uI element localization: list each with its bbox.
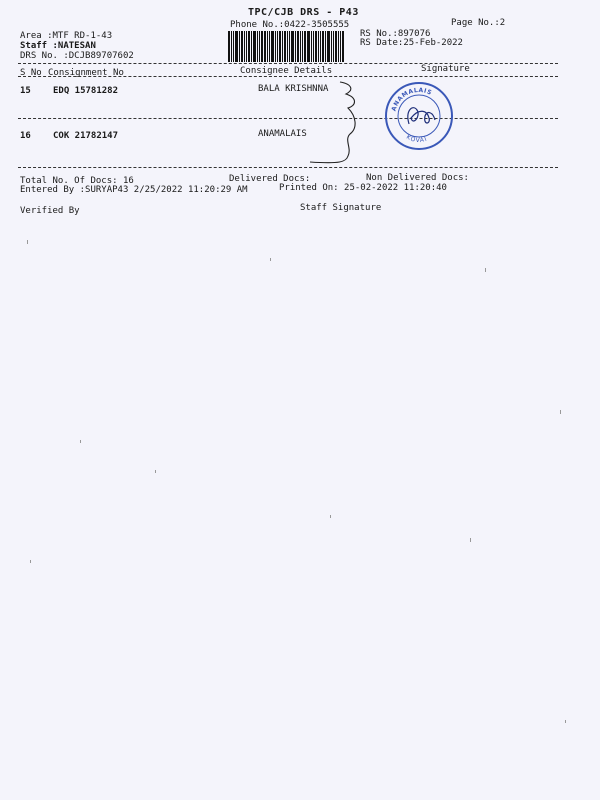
divider <box>18 76 558 77</box>
delivered-docs: Delivered Docs: <box>229 174 311 184</box>
scan-speck <box>270 258 271 261</box>
divider <box>18 118 558 119</box>
barcode-bar <box>307 31 310 62</box>
barcode-bar <box>325 31 326 62</box>
barcode-bar <box>297 31 299 62</box>
barcode-bar <box>257 31 258 62</box>
area-label: Area :MTF RD-1-43 <box>20 31 113 41</box>
column-sno: S No <box>20 68 42 78</box>
signature-scribble <box>300 76 370 172</box>
barcode-bar <box>277 31 278 62</box>
verified-by: Verified By <box>20 206 80 216</box>
barcode-bar <box>313 31 314 62</box>
barcode-bar <box>248 31 250 62</box>
barcode-bar <box>251 31 252 62</box>
barcode-bar <box>284 31 286 62</box>
barcode-bar <box>291 31 294 62</box>
barcode-bar <box>304 31 306 62</box>
barcode-bar <box>300 31 301 62</box>
barcode-bar <box>279 31 281 62</box>
barcode-bar <box>287 31 288 62</box>
total-docs: Total No. Of Docs: 16 <box>20 176 134 186</box>
staff-label: Staff :NATESAN <box>20 41 96 51</box>
row-sno: 15 <box>20 86 31 96</box>
barcode-bar <box>244 31 245 62</box>
barcode-bar <box>302 31 303 62</box>
barcode-bar <box>289 31 290 62</box>
barcode-bar <box>338 31 339 62</box>
barcode-bar <box>261 31 263 62</box>
rs-date: RS Date:25-Feb-2022 <box>360 38 463 48</box>
entered-by: Entered By :SURYAP43 2/25/2022 11:20:29 AM <box>20 185 248 195</box>
column-consignee: Consignee Details <box>240 66 333 76</box>
row-consignee: ANAMALAIS <box>258 129 307 139</box>
barcode-bar <box>327 31 330 62</box>
barcode-bar <box>342 31 344 62</box>
barcode-bar <box>282 31 283 62</box>
scan-speck <box>27 240 28 244</box>
barcode-bar <box>231 31 232 62</box>
divider <box>18 167 558 168</box>
scan-speck <box>30 560 31 563</box>
barcode-bar <box>320 31 321 62</box>
scan-speck <box>565 720 566 723</box>
scan-speck <box>560 410 561 414</box>
scan-speck <box>80 440 81 443</box>
column-consignment: Consignment No <box>48 68 124 78</box>
barcode-bar <box>315 31 317 62</box>
phone-number: Phone No.:0422-3505555 <box>230 20 350 30</box>
non-delivered-docs: Non Delivered Docs: <box>366 173 469 183</box>
barcode-bar <box>253 31 256 62</box>
svg-text:KOVAI: KOVAI <box>405 133 429 145</box>
row-sno: 16 <box>20 131 31 141</box>
barcode-bar <box>264 31 266 62</box>
scan-speck <box>470 538 471 542</box>
barcode-bar <box>275 31 276 62</box>
column-signature: Signature <box>421 64 470 74</box>
barcode-bar <box>241 31 243 62</box>
barcode-bar <box>235 31 238 62</box>
scan-speck <box>485 268 486 272</box>
barcode-bar <box>333 31 334 62</box>
barcode-bar <box>239 31 240 62</box>
barcode <box>228 31 354 62</box>
row-consignment: COK 21782147 <box>53 131 119 141</box>
rs-number: RS No.:897076 <box>360 29 431 39</box>
scan-speck <box>330 515 331 518</box>
printed-on: Printed On: 25-02-2022 11:20:40 <box>279 183 447 193</box>
barcode-bar <box>269 31 270 62</box>
barcode-bar <box>228 31 230 62</box>
document-title: TPC/CJB DRS - P43 <box>248 7 359 18</box>
barcode-bar <box>335 31 337 62</box>
barcode-bar <box>311 31 312 62</box>
barcode-bar <box>318 31 319 62</box>
divider <box>18 63 558 64</box>
svg-text:ANAMALAIS: ANAMALAIS <box>390 86 434 113</box>
staff-signature: Staff Signature <box>300 203 382 213</box>
drs-number: DRS No. :DCJB89707602 <box>20 51 134 61</box>
barcode-bar <box>331 31 332 62</box>
company-stamp <box>383 80 455 152</box>
barcode-bar <box>340 31 341 62</box>
barcode-bar <box>267 31 268 62</box>
row-consignee: BALA KRISHNNA <box>258 84 329 94</box>
barcode-bar <box>259 31 260 62</box>
barcode-bar <box>295 31 296 62</box>
barcode-bar <box>246 31 247 62</box>
scan-speck <box>155 470 156 473</box>
barcode-bar <box>233 31 234 62</box>
barcode-bar <box>271 31 274 62</box>
row-consignment: EDQ 15781282 <box>53 86 119 96</box>
page-number: Page No.:2 <box>451 18 506 28</box>
barcode-bar <box>322 31 324 62</box>
